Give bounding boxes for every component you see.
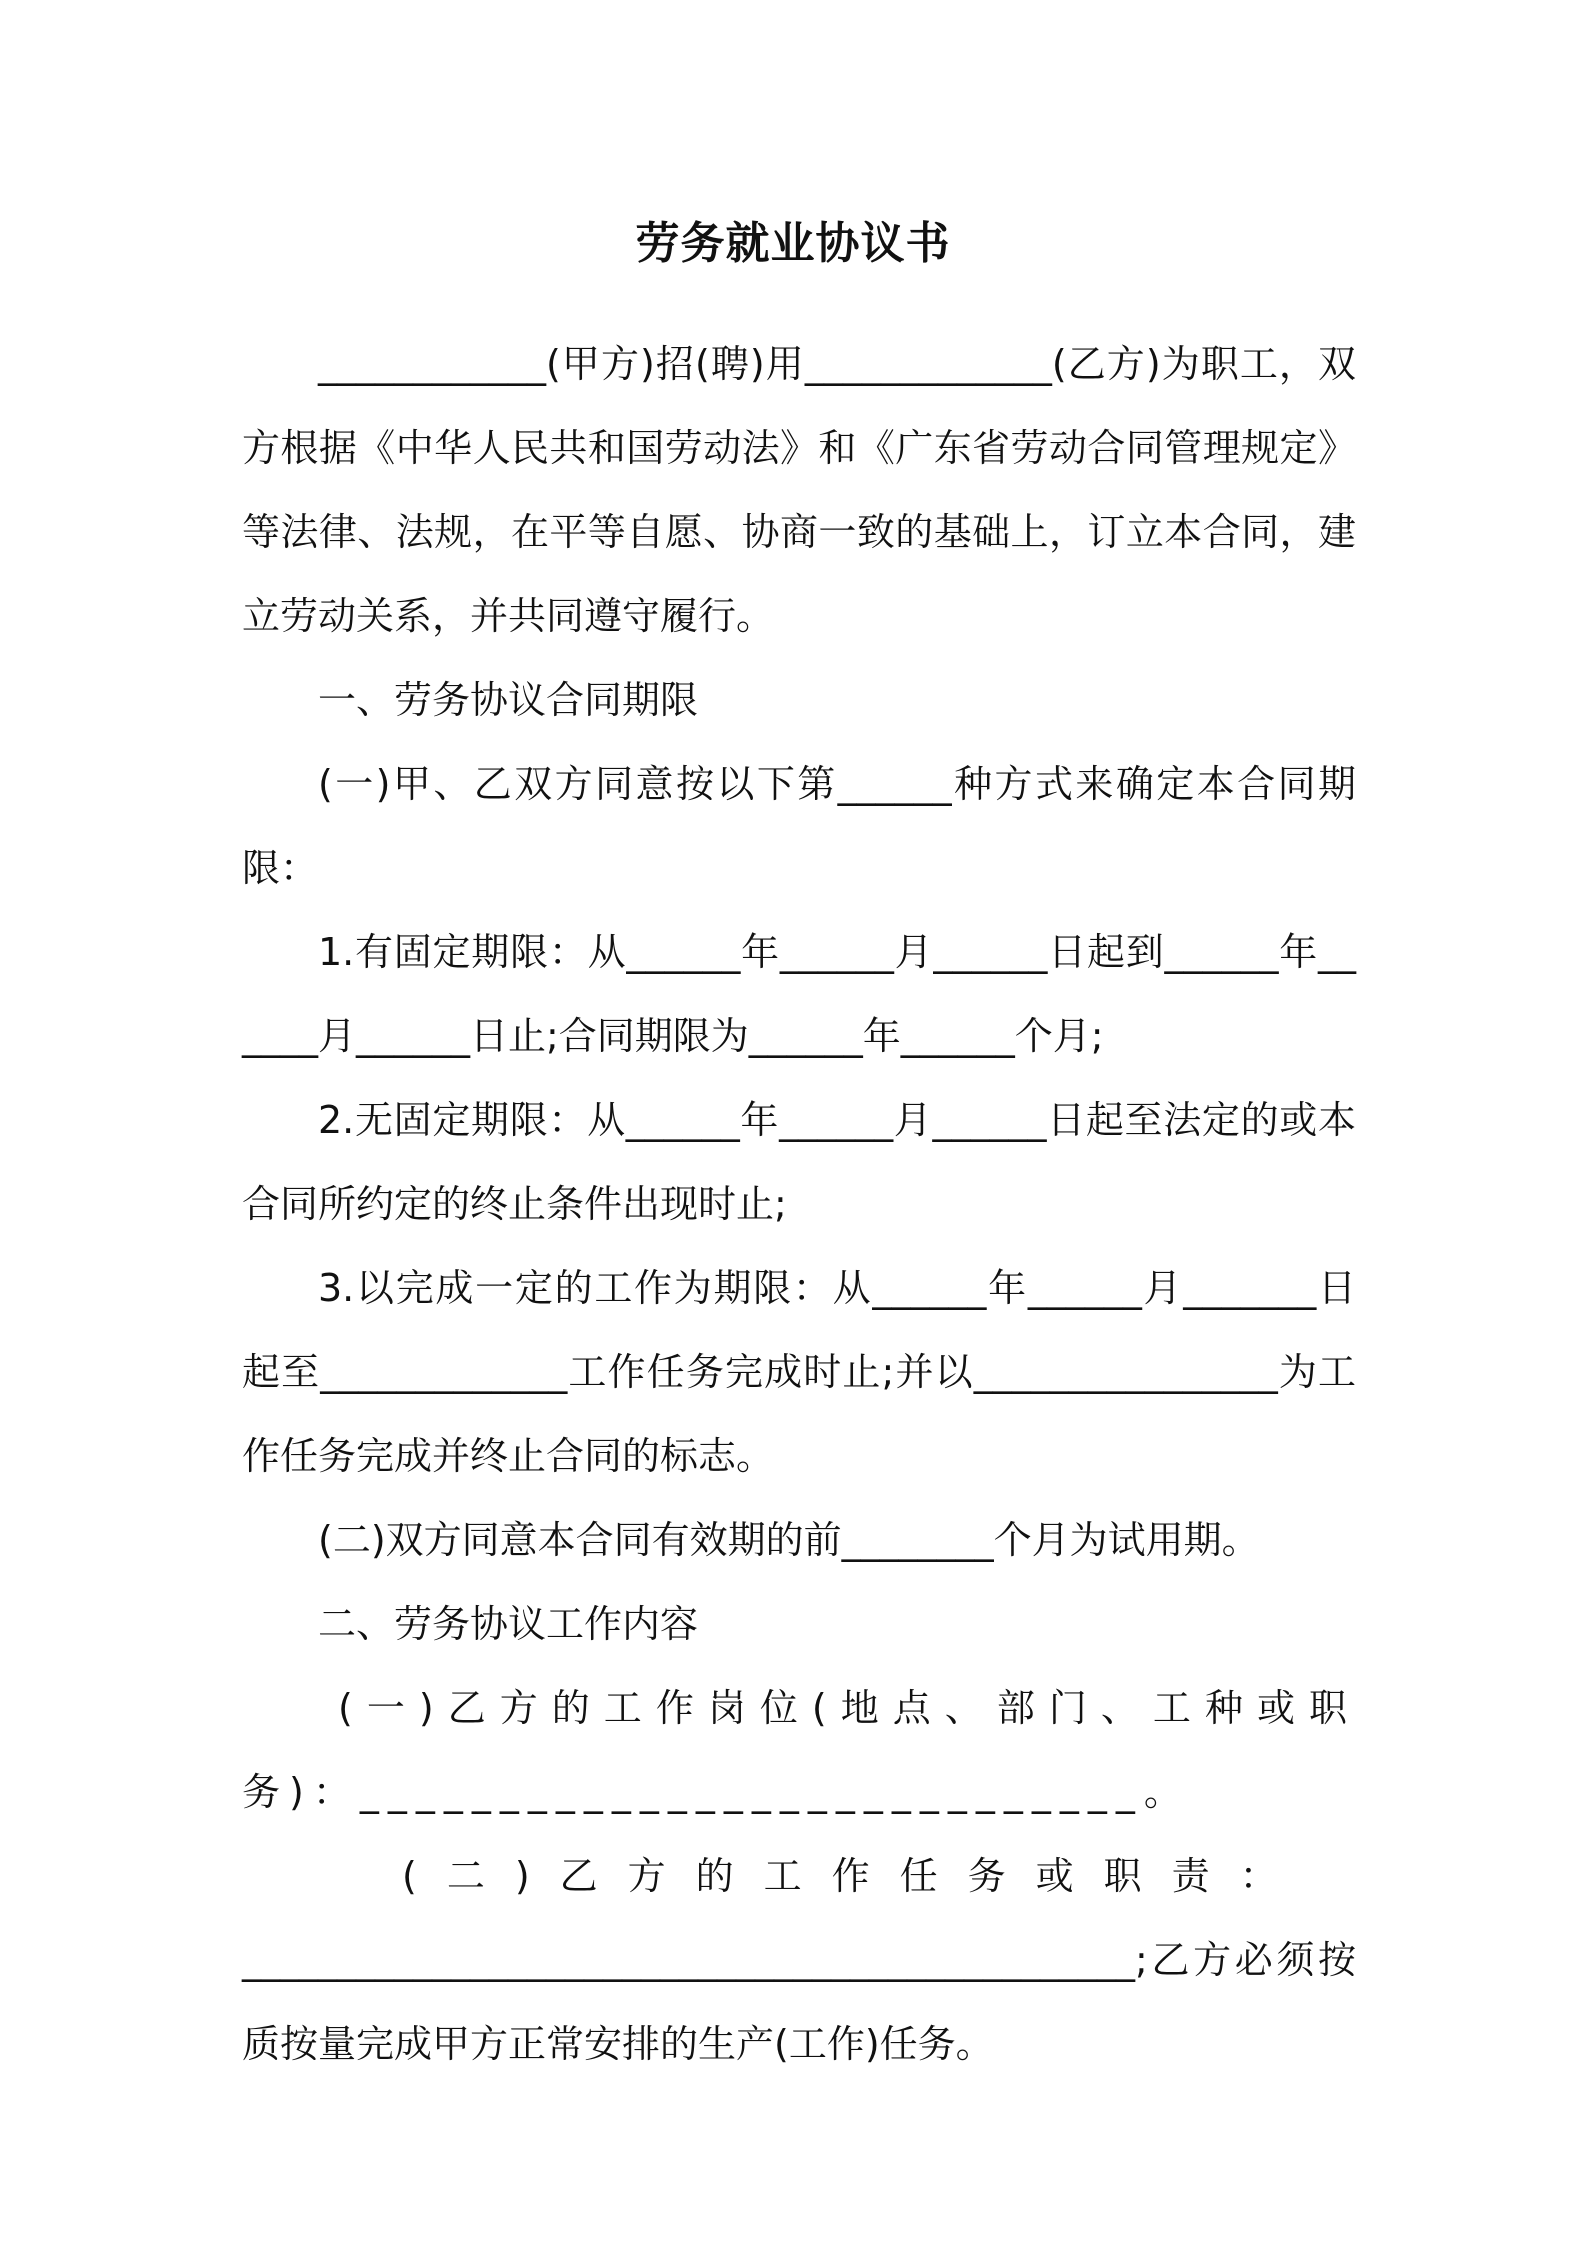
intro-paragraph: ____________(甲方)招(聘)用_____________(乙方)为职工，双方根据《中华人民共和国劳动法》和《广东省劳动合同管理规定》等法律、法规，在平等自愿、协商一致的基础上，订立本合同，建立劳动关系，并共同遵守履行。 bbox=[242, 342, 1356, 638]
work-duty-paragraph: _______________________________________________;乙方必须按质按量完成甲方正常安排的生产(工作)任务。 bbox=[242, 1938, 1356, 2066]
section-heading-term: 一、劳务协议合同期限 bbox=[318, 678, 699, 722]
work-duty-heading: (二)乙方的工作任务或职责： bbox=[402, 1854, 1308, 1898]
open-term-paragraph: 2.无固定期限：从______年______月______日起至法定的或本合同所约定的终止条件出现时止; bbox=[242, 1098, 1356, 1226]
term-method-paragraph: (一)甲、乙双方同意按以下第______种方式来确定本合同期限： bbox=[242, 762, 1356, 890]
section-heading-work: 二、劳务协议工作内容 bbox=[318, 1602, 699, 1646]
fixed-term-paragraph: 1.有固定期限：从______年______月______日起到______年______月______日止;合同期限为______年______个月; bbox=[242, 930, 1356, 1058]
document-body bbox=[242, 322, 1356, 2086]
task-term-paragraph: 3.以完成一定的工作为期限：从______年______月_______日起至_____________工作任务完成时止;并以________________为工作任务完成并终止合同的标志。 bbox=[242, 1266, 1356, 1478]
probation-paragraph: (二)双方同意本合同有效期的前________个月为试用期。 bbox=[318, 1518, 1260, 1562]
document-title: 劳务就业协议书 bbox=[635, 218, 951, 269]
work-post-paragraph: (一)乙方的工作岗位(地点、部门、工种或职务)：____________________________。 bbox=[242, 1686, 1356, 1814]
